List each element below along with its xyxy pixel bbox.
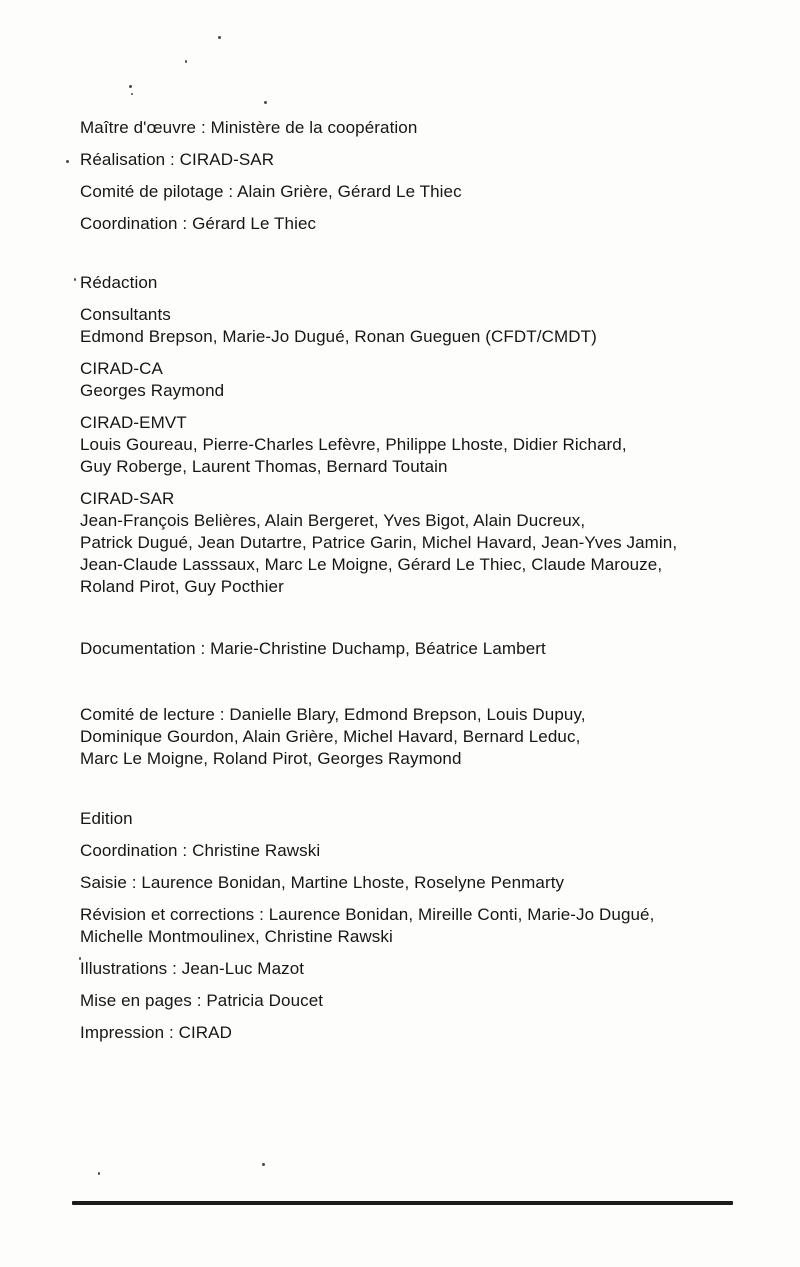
org-name: CIRAD-CA xyxy=(80,359,163,378)
redaction-group-cirad-sar xyxy=(80,488,740,598)
credit-line-edition-coordination: Coordination : Christine Rawski xyxy=(80,841,321,860)
org-name: Consultants xyxy=(80,305,171,324)
section-edition xyxy=(80,808,740,1044)
scan-speck xyxy=(262,1163,265,1166)
scan-speck xyxy=(74,278,76,281)
lecture-line: Comité de lecture : Danielle Blary, Edmond Brepson, Louis Dupuy, xyxy=(80,705,586,724)
revision-paragraph xyxy=(80,904,740,948)
revision-line: Révision et corrections : Laurence Bonidan, Mireille Conti, Marie-Jo Dugué, xyxy=(80,905,655,924)
names-line: Jean-Claude Lasssaux, Marc Le Moigne, Gérard Le Thiec, Claude Marouze, xyxy=(80,555,663,574)
scan-speck xyxy=(218,36,221,39)
names-line: Edmond Brepson, Marie-Jo Dugué, Ronan Gueguen (CFDT/CMDT) xyxy=(80,327,597,346)
credits-text-block xyxy=(80,117,740,1054)
credit-line-illustrations: Illustrations : Jean-Luc Mazot xyxy=(80,959,305,978)
scan-speck xyxy=(264,101,267,104)
names-line: Jean-François Belières, Alain Bergeret, Yves Bigot, Alain Ducreux, xyxy=(80,511,586,530)
scan-speck xyxy=(131,93,133,95)
credit-line-documentation: Documentation : Marie-Christine Duchamp, Béatrice Lambert xyxy=(80,639,546,658)
footer-rule xyxy=(72,1201,733,1205)
org-name: CIRAD-EMVT xyxy=(80,413,187,432)
scan-speck xyxy=(185,60,187,63)
section-documentation xyxy=(80,638,740,660)
credit-line-maitre-oeuvre: Maître d'œuvre : Ministère de la coopération xyxy=(80,118,418,137)
section-project xyxy=(80,117,740,235)
credit-line-saisie: Saisie : Laurence Bonidan, Martine Lhoste, Roselyne Penmarty xyxy=(80,873,565,892)
org-name: CIRAD-SAR xyxy=(80,489,175,508)
credit-line-coordination: Coordination : Gérard Le Thiec xyxy=(80,214,317,233)
lecture-line: Marc Le Moigne, Roland Pirot, Georges Raymond xyxy=(80,749,462,768)
names-line: Guy Roberge, Laurent Thomas, Bernard Toutain xyxy=(80,457,448,476)
section-redaction xyxy=(80,272,740,598)
revision-line: Michelle Montmoulinex, Christine Rawski xyxy=(80,927,393,946)
scan-speck xyxy=(129,85,132,88)
credit-line-comite-pilotage: Comité de pilotage : Alain Grière, Gérard Le Thiec xyxy=(80,182,462,201)
scan-speck xyxy=(98,1172,100,1175)
lecture-line: Dominique Gourdon, Alain Grière, Michel Havard, Bernard Leduc, xyxy=(80,727,581,746)
credit-line-mise-en-pages: Mise en pages : Patricia Doucet xyxy=(80,991,324,1010)
credit-line-realisation: Réalisation : CIRAD-SAR xyxy=(80,150,275,169)
redaction-group-cirad-emvt xyxy=(80,412,740,478)
names-line: Roland Pirot, Guy Pocthier xyxy=(80,577,284,596)
section-comite-lecture xyxy=(80,704,740,770)
redaction-group-cirad-ca xyxy=(80,358,740,402)
scan-speck xyxy=(66,160,69,163)
section-heading-edition: Edition xyxy=(80,809,133,828)
names-line: Patrick Dugué, Jean Dutartre, Patrice Garin, Michel Havard, Jean-Yves Jamin, xyxy=(80,533,678,552)
names-line: Louis Goureau, Pierre-Charles Lefèvre, Philippe Lhoste, Didier Richard, xyxy=(80,435,627,454)
redaction-group-consultants xyxy=(80,304,740,348)
section-heading-redaction: Rédaction xyxy=(80,273,158,292)
names-line: Georges Raymond xyxy=(80,381,225,400)
credit-line-impression: Impression : CIRAD xyxy=(80,1023,233,1042)
